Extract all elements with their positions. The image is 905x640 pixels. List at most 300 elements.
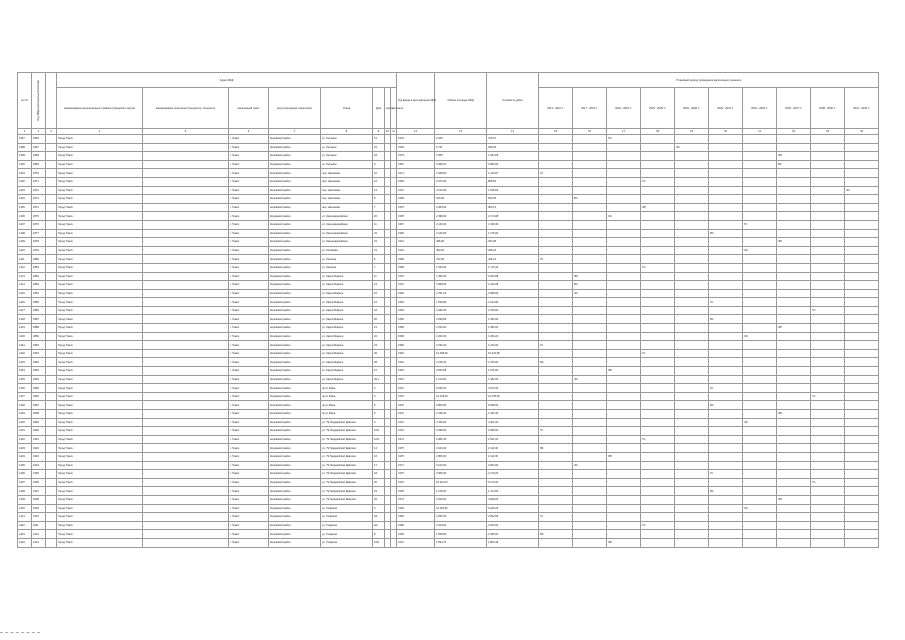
row-period-cell: ЭС: [675, 143, 709, 152]
row-period-cell: [675, 444, 709, 453]
row-cost: 2 112,00: [487, 452, 539, 461]
row-period-cell: [845, 255, 879, 264]
row-period-cell: [709, 203, 743, 212]
row-territory: Кировский район: [269, 452, 321, 461]
row-cost: 2 608,00: [487, 495, 539, 504]
row-period-cell: [709, 341, 743, 350]
row-period-cell: [743, 452, 777, 461]
row-period-cell: [811, 375, 845, 384]
row-territory: Кировский район: [269, 324, 321, 333]
row-area: 3 210,00: [435, 461, 487, 470]
row-code: 1908: [32, 495, 46, 504]
row-period-cell: [607, 238, 641, 247]
row-period-cell: [811, 470, 845, 479]
row-period-cell: [607, 444, 641, 453]
row-area: 2 096,80: [435, 315, 487, 324]
row-house: 17: [373, 461, 385, 470]
row-area: 919,90: [435, 195, 487, 204]
row-territory: Кировский район: [269, 306, 321, 315]
row-period-cell: [675, 315, 709, 324]
row-locality: г. Томск: [229, 135, 269, 144]
row-district: Город Томск: [57, 504, 143, 513]
row-period-cell: [811, 444, 845, 453]
row-area: 4 313,00: [435, 521, 487, 530]
row-period-cell: [777, 461, 811, 470]
row-period-cell: [675, 410, 709, 419]
row-territory: Кировский район: [269, 246, 321, 255]
row-period-cell: [641, 375, 675, 384]
row-number: 1420: [18, 332, 32, 341]
row-period-cell: [845, 478, 879, 487]
row-locality: г. Томск: [229, 306, 269, 315]
row-number: 1403: [18, 186, 32, 195]
row-number: 1404: [18, 195, 32, 204]
row-house: 23: [373, 487, 385, 496]
row-period-cell: [811, 332, 845, 341]
row-period-cell: [539, 195, 573, 204]
row-period-cell: [573, 392, 607, 401]
row-settlement: [143, 461, 229, 470]
row-territory: Кировский район: [269, 212, 321, 221]
row-house: 5: [373, 401, 385, 410]
row-period-cell: [777, 272, 811, 281]
row-street: ул. Лыткина: [321, 152, 373, 161]
row-code: 1904: [32, 461, 46, 470]
row-settlement: [143, 160, 229, 169]
row-area: 2 195,40: [435, 410, 487, 419]
row-period-cell: [573, 504, 607, 513]
row-period-cell: [845, 332, 879, 341]
row-period-cell: [709, 452, 743, 461]
row-period-cell: [709, 324, 743, 333]
row-period-cell: [845, 272, 879, 281]
row-code: 1870: [32, 169, 46, 178]
row-period-cell: ПС: [607, 135, 641, 144]
row-period-cell: [641, 470, 675, 479]
column-number: 11: [392, 130, 395, 133]
row-period-cell: ВС: [709, 315, 743, 324]
row-number: 1433: [18, 444, 32, 453]
row-period-cell: [539, 298, 573, 307]
row-period-cell: [675, 263, 709, 272]
row-period-cell: [743, 238, 777, 247]
row-territory: Кировский район: [269, 203, 321, 212]
row-period-cell: [777, 186, 811, 195]
row-period-cell: [811, 521, 845, 530]
row-number: 1422: [18, 349, 32, 358]
row-district: Город Томск: [57, 272, 143, 281]
row-code: 1897: [32, 401, 46, 410]
period-header: 2026 - 2028 гг.: [675, 88, 709, 129]
row-house: 4: [373, 418, 385, 427]
row-code: 1882: [32, 272, 46, 281]
row-period-cell: [709, 177, 743, 186]
row-territory: Кировский район: [269, 160, 321, 169]
row-street: ул. Лыткина: [321, 160, 373, 169]
row-period-cell: [539, 272, 573, 281]
row-house: 6: [373, 410, 385, 419]
row-period-cell: [539, 461, 573, 470]
row-period-cell: [845, 203, 879, 212]
row-number: 1405: [18, 203, 32, 212]
row-spacer: [46, 212, 57, 221]
row-year: 1959: [397, 263, 435, 272]
row-cost: 726,67: [487, 135, 539, 144]
row-period-cell: [573, 220, 607, 229]
row-period-cell: [573, 306, 607, 315]
row-house: 12: [373, 177, 385, 186]
row-district: Город Томск: [57, 229, 143, 238]
row-period-cell: [573, 332, 607, 341]
row-period-cell: [675, 169, 709, 178]
row-period-cell: [539, 135, 573, 144]
row-period-cell: [777, 358, 811, 367]
row-code: 1881: [32, 263, 46, 272]
table-row: [18, 272, 879, 281]
row-period-cell: [811, 143, 845, 152]
row-period-cell: [845, 418, 879, 427]
row-period-cell: ЭС: [743, 504, 777, 513]
row-period-cell: [539, 289, 573, 298]
row-period-cell: [811, 246, 845, 255]
row-period-cell: [709, 255, 743, 264]
row-cost: 1 240,00: [487, 341, 539, 350]
row-spacer: [46, 367, 57, 376]
row-period-cell: [539, 349, 573, 358]
row-spacer: [46, 229, 57, 238]
row-period-cell: [777, 349, 811, 358]
row-period-cell: [539, 452, 573, 461]
row-locality: г. Томск: [229, 401, 269, 410]
row-street: ул. Косарева: [321, 246, 373, 255]
row-house: 6: [373, 255, 385, 264]
row-period-cell: [845, 538, 879, 547]
row-period-cell: ГС: [539, 169, 573, 178]
column-number: 15: [539, 129, 573, 135]
row-street: ул. 79 Гвардейской Дивизии: [321, 427, 373, 436]
row-territory: Кировский район: [269, 495, 321, 504]
row-settlement: [143, 487, 229, 496]
row-settlement: [143, 263, 229, 272]
row-house: 14: [373, 281, 385, 290]
row-district: Город Томск: [57, 375, 143, 384]
row-period-cell: [709, 306, 743, 315]
row-period-cell: [641, 487, 675, 496]
row-house: 2: [373, 384, 385, 393]
row-house: 10/2: [373, 538, 385, 547]
row-territory: Кировский район: [269, 263, 321, 272]
row-territory: Кировский район: [269, 418, 321, 427]
column-number: 16: [573, 129, 607, 135]
row-code: 1899: [32, 418, 46, 427]
row-period-cell: [777, 384, 811, 393]
row-settlement: [143, 195, 229, 204]
row-year: 1960: [397, 289, 435, 298]
row-period-cell: [675, 349, 709, 358]
row-area: 2 196,40: [435, 341, 487, 350]
row-period-cell: [743, 272, 777, 281]
row-cost: 2 416,08: [487, 281, 539, 290]
row-period-cell: ФП: [777, 152, 811, 161]
row-street: пр-кт Мира: [321, 401, 373, 410]
row-period-cell: [845, 246, 879, 255]
row-number: 1413: [18, 272, 32, 281]
row-year: 1973: [397, 495, 435, 504]
row-period-cell: [573, 212, 607, 221]
row-period-cell: [641, 401, 675, 410]
row-period-cell: [607, 401, 641, 410]
row-period-cell: [777, 195, 811, 204]
row-year: 1972: [397, 538, 435, 547]
row-period-cell: [709, 281, 743, 290]
column-number: 3: [46, 129, 57, 135]
table-row: [18, 152, 879, 161]
row-street: ул. Красноармейская: [321, 220, 373, 229]
row-number: 1434: [18, 452, 32, 461]
row-period-cell: [845, 410, 879, 419]
row-period-cell: [675, 358, 709, 367]
row-settlement: [143, 341, 229, 350]
row-period-cell: [777, 169, 811, 178]
row-house: 14: [373, 444, 385, 453]
row-period-cell: ВС: [539, 444, 573, 453]
row-area: 12 123,00: [435, 392, 487, 401]
row-period-cell: [675, 401, 709, 410]
row-code: 1888: [32, 324, 46, 333]
row-period-cell: [709, 427, 743, 436]
row-period-cell: [811, 315, 845, 324]
row-code: 1877: [32, 229, 46, 238]
row-house: 24: [373, 341, 385, 350]
table-row: [18, 135, 879, 144]
row-period-cell: [641, 427, 675, 436]
row-period-cell: [743, 160, 777, 169]
row-year: 1955: [397, 315, 435, 324]
row-year: 1966: [397, 229, 435, 238]
row-period-cell: [675, 530, 709, 539]
row-number: 1408: [18, 229, 32, 238]
row-period-cell: [607, 341, 641, 350]
row-area: 2 761,10: [435, 289, 487, 298]
row-spacer: [46, 521, 57, 530]
row-code: 1902: [32, 444, 46, 453]
row-period-cell: [811, 461, 845, 470]
row-period-cell: [607, 513, 641, 522]
row-period-cell: [607, 152, 641, 161]
row-street: ул. 79 Гвардейской Дивизии: [321, 418, 373, 427]
row-period-cell: [607, 229, 641, 238]
row-period-cell: [743, 367, 777, 376]
row-period-cell: [607, 504, 641, 513]
row-area: 7 496,34: [435, 272, 487, 281]
row-locality: г. Томск: [229, 289, 269, 298]
row-period-cell: [607, 220, 641, 229]
row-street: ул. 79 Гвардейской Дивизии: [321, 470, 373, 479]
row-area: 4 182,00: [435, 306, 487, 315]
row-period-cell: [811, 186, 845, 195]
row-period-cell: [607, 461, 641, 470]
row-district: Город Томск: [57, 195, 143, 204]
row-period-cell: [607, 418, 641, 427]
row-period-cell: ЭС: [743, 418, 777, 427]
row-area: 2 120,00: [435, 229, 487, 238]
row-period-cell: [675, 212, 709, 221]
row-period-cell: [539, 504, 573, 513]
row-spacer: [46, 135, 57, 144]
row-code: 1879: [32, 246, 46, 255]
row-locality: г. Томск: [229, 461, 269, 470]
column-number: 18: [641, 129, 675, 135]
row-period-cell: [777, 487, 811, 496]
row-period-cell: [777, 203, 811, 212]
column-number: 5: [143, 129, 229, 135]
table-row: [18, 444, 879, 453]
row-period-cell: [743, 143, 777, 152]
row-cost: 1 034,29: [487, 152, 539, 161]
row-cost: 1 376,00: [487, 358, 539, 367]
row-locality: г. Томск: [229, 513, 269, 522]
row-spacer: [46, 538, 57, 547]
row-period-cell: [539, 478, 573, 487]
row-period-cell: [845, 143, 879, 152]
address-subheader: корпус: [385, 88, 391, 129]
row-period-cell: [845, 238, 879, 247]
row-period-cell: [539, 315, 573, 324]
row-period-cell: [777, 392, 811, 401]
row-number: 1437: [18, 478, 32, 487]
row-period-cell: [641, 135, 675, 144]
row-period-cell: [539, 392, 573, 401]
row-period-cell: [811, 418, 845, 427]
row-district: Город Томск: [57, 495, 143, 504]
row-settlement: [143, 384, 229, 393]
row-house: 18: [373, 470, 385, 479]
row-house: 9: [373, 160, 385, 169]
period-header: 2014 - 2016 гг.: [539, 88, 573, 129]
row-year: 1976: [397, 135, 435, 144]
row-district: Город Томск: [57, 538, 143, 547]
row-cost: 9 246,25: [487, 504, 539, 513]
row-period-cell: [539, 410, 573, 419]
row-settlement: [143, 495, 229, 504]
period-header: 2017 - 2019 гг.: [573, 88, 607, 129]
row-period-cell: [777, 263, 811, 272]
row-spacer: [46, 375, 57, 384]
row-settlement: [143, 538, 229, 547]
row-period-cell: [573, 427, 607, 436]
row-cost: 2 564,00: [487, 461, 539, 470]
row-period-cell: [777, 177, 811, 186]
row-district: Город Томск: [57, 452, 143, 461]
row-cost: 1 676,00: [487, 367, 539, 376]
row-street: ул. 79 Гвардейской Дивизии: [321, 435, 373, 444]
col-spacer-header: [46, 73, 57, 129]
row-period-cell: [811, 152, 845, 161]
row-spacer: [46, 281, 57, 290]
row-code: 1906: [32, 478, 46, 487]
row-number: 1441: [18, 513, 32, 522]
row-street: ул. Карла Маркса: [321, 298, 373, 307]
row-period-cell: [845, 281, 879, 290]
row-period-cell: [573, 487, 607, 496]
row-locality: г. Томск: [229, 160, 269, 169]
row-period-cell: [539, 367, 573, 376]
row-period-cell: [539, 203, 573, 212]
row-locality: г. Томск: [229, 418, 269, 427]
row-house: 18: [373, 152, 385, 161]
row-locality: г. Томск: [229, 203, 269, 212]
row-period-cell: ТС: [811, 306, 845, 315]
row-year: 1971: [397, 169, 435, 178]
row-number: 1432: [18, 435, 32, 444]
row-year: 1941: [397, 246, 435, 255]
row-period-cell: [811, 495, 845, 504]
row-locality: г. Томск: [229, 384, 269, 393]
row-district: Город Томск: [57, 255, 143, 264]
row-period-cell: [845, 229, 879, 238]
row-area: 10 492,50: [435, 504, 487, 513]
row-code: 1890: [32, 341, 46, 350]
row-period-cell: [845, 298, 879, 307]
row-period-cell: [573, 367, 607, 376]
row-period-cell: [573, 238, 607, 247]
row-spacer: [46, 195, 57, 204]
row-period-cell: [709, 143, 743, 152]
row-period-cell: [845, 444, 879, 453]
row-cost: 6 194,98: [487, 272, 539, 281]
row-territory: Кировский район: [269, 375, 321, 384]
row-period-cell: [573, 341, 607, 350]
row-period-cell: [777, 306, 811, 315]
row-period-cell: [641, 169, 675, 178]
row-period-cell: ТС: [811, 478, 845, 487]
row-period-cell: [573, 263, 607, 272]
row-period-cell: [675, 195, 709, 204]
row-period-cell: [675, 220, 709, 229]
row-period-cell: [675, 324, 709, 333]
row-cost: 1 176,00: [487, 229, 539, 238]
row-period-cell: [573, 478, 607, 487]
row-house: 28: [373, 358, 385, 367]
row-cost: 1 518,04: [487, 186, 539, 195]
row-settlement: [143, 255, 229, 264]
row-period-cell: [811, 203, 845, 212]
row-period-cell: [743, 195, 777, 204]
row-period-cell: [811, 410, 845, 419]
table-row: [18, 306, 879, 315]
row-period-cell: [709, 169, 743, 178]
col-region-code-header: Код МКД в региональной системе: [32, 73, 46, 129]
row-period-cell: [811, 324, 845, 333]
table-row: [18, 263, 879, 272]
row-locality: г. Томск: [229, 272, 269, 281]
row-street: ул. Карла Маркса: [321, 306, 373, 315]
row-district: Город Томск: [57, 169, 143, 178]
row-period-cell: [539, 246, 573, 255]
row-period-cell: [743, 435, 777, 444]
row-period-cell: [709, 195, 743, 204]
row-period-cell: [845, 470, 879, 479]
column-number: 23: [811, 129, 845, 135]
row-house: 11: [373, 220, 385, 229]
row-period-cell: [573, 530, 607, 539]
row-cost: 2 521,00: [487, 435, 539, 444]
row-spacer: [46, 358, 57, 367]
row-period-cell: [607, 281, 641, 290]
row-year: 1975: [397, 452, 435, 461]
row-spacer: [46, 203, 57, 212]
row-street: ул. 79 Гвардейской Дивизии: [321, 461, 373, 470]
